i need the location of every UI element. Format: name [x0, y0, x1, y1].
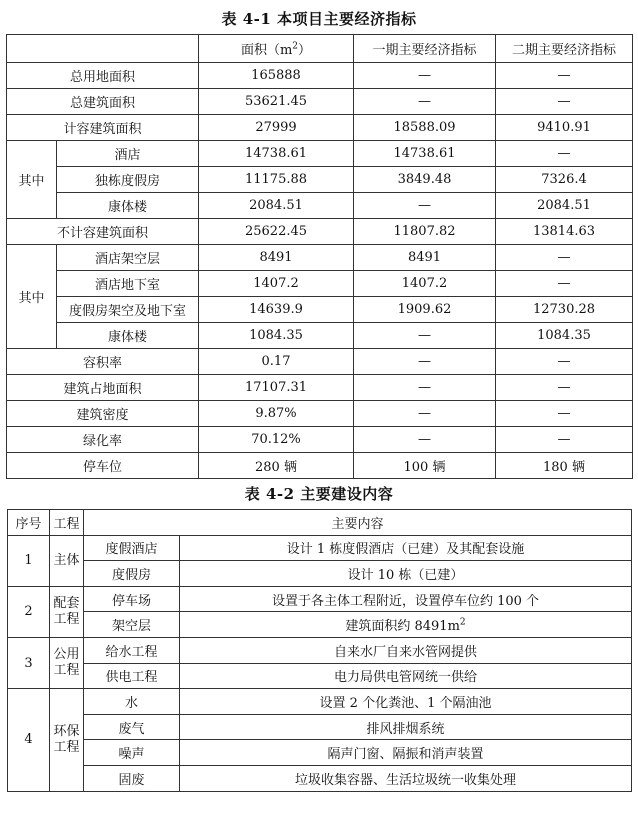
table-row — [7, 167, 633, 193]
table2-caption: 表 4-2 主要建设内容 — [244, 485, 394, 503]
row-label: 总用地面积 — [7, 63, 199, 89]
phase2-value: — — [496, 245, 633, 271]
row-label: 建筑密度 — [7, 401, 199, 427]
table-row — [8, 740, 632, 766]
item-content: 设计 1 栋度假酒店（已建）及其配套设施 — [180, 535, 632, 561]
phase1-value: 1909.62 — [354, 297, 496, 323]
item-content: 设计 10 栋（已建） — [180, 561, 632, 587]
seq-cell: 4 — [8, 689, 50, 791]
phase1-value: 3849.48 — [354, 167, 496, 193]
project-cell: 公用工程 — [50, 637, 84, 688]
row-label: 酒店地下室 — [57, 271, 199, 297]
table-row — [7, 115, 633, 141]
item-name: 架空层 — [84, 612, 180, 638]
phase2-value: — — [496, 271, 633, 297]
area-value: 165888 — [199, 63, 354, 89]
area-value: 2084.51 — [199, 193, 354, 219]
table-row — [8, 612, 632, 638]
header-cell-phase2: 二期主要经济指标 — [496, 35, 633, 63]
header-content: 主要内容 — [84, 510, 632, 536]
item-content: 建筑面积约 $8491m^2$ — [180, 612, 632, 638]
table-row — [7, 453, 633, 479]
item-name: 供电工程 — [84, 663, 180, 689]
header-cell-blank — [7, 35, 199, 63]
table-row — [7, 349, 633, 375]
phase1-value: 18588.09 — [354, 115, 496, 141]
item-content: 排风排烟系统 — [180, 714, 632, 740]
row-label: 康体楼 — [57, 193, 199, 219]
row-label: 酒店架空层 — [57, 245, 199, 271]
item-name: 度假房 — [84, 561, 180, 587]
project-cell: 主体 — [50, 535, 84, 586]
group-label: 其中 — [7, 141, 57, 219]
area-value: 25622.45 — [199, 219, 354, 245]
phase2-value: — — [496, 63, 633, 89]
seq-cell: 2 — [8, 586, 50, 637]
row-label: 度假房架空及地下室 — [57, 297, 199, 323]
header-project: 工程 — [50, 510, 84, 536]
phase2-value: — — [496, 141, 633, 167]
phase1-value: 1407.2 — [354, 271, 496, 297]
phase1-value: — — [354, 375, 496, 401]
phase1-value: — — [354, 401, 496, 427]
item-name: 噪声 — [84, 740, 180, 766]
row-label: 容积率 — [7, 349, 199, 375]
area-value: 1084.35 — [199, 323, 354, 349]
item-name: 给水工程 — [84, 637, 180, 663]
phase1-value: 100 辆 — [354, 453, 496, 479]
phase2-value: 12730.28 — [496, 297, 633, 323]
table-row — [7, 141, 633, 167]
item-name: 度假酒店 — [84, 535, 180, 561]
row-label: 建筑占地面积 — [7, 375, 199, 401]
table-row — [8, 637, 632, 663]
table-header-row — [8, 510, 632, 536]
row-label: 酒店 — [57, 141, 199, 167]
item-content: 电力局供电管网统一供给 — [180, 663, 632, 689]
row-label: 独栋度假房 — [57, 167, 199, 193]
table-row — [8, 663, 632, 689]
area-value: 14738.61 — [199, 141, 354, 167]
phase2-value: 2084.51 — [496, 193, 633, 219]
area-value: 8491 — [199, 245, 354, 271]
table-row — [8, 714, 632, 740]
table-row — [8, 535, 632, 561]
item-name: 废气 — [84, 714, 180, 740]
phase2-value: — — [496, 349, 633, 375]
area-value: 53621.45 — [199, 89, 354, 115]
row-label: 不计容建筑面积 — [7, 219, 199, 245]
item-content: 垃圾收集容器、生活垃圾统一收集处理 — [180, 765, 632, 791]
header-seq: 序号 — [8, 510, 50, 536]
item-name: 水 — [84, 689, 180, 715]
header-cell-phase1: 一期主要经济指标 — [354, 35, 496, 63]
table-header-row — [7, 35, 633, 63]
phase1-value: 14738.61 — [354, 141, 496, 167]
phase1-value: 11807.82 — [354, 219, 496, 245]
item-content: 设置于各主体工程附近，设置停车位约 100 个 — [180, 586, 632, 612]
phase2-value: 180 辆 — [496, 453, 633, 479]
table-row — [8, 689, 632, 715]
phase2-value: — — [496, 427, 633, 453]
phase2-value: 1084.35 — [496, 323, 633, 349]
phase1-value: — — [354, 349, 496, 375]
item-content: 自来水厂自来水管网提供 — [180, 637, 632, 663]
row-label: 康体楼 — [57, 323, 199, 349]
item-content: 隔声门窗、隔振和消声装置 — [180, 740, 632, 766]
phase1-value: — — [354, 323, 496, 349]
table1-caption: 表 4-1 本项目主要经济指标 — [221, 10, 417, 28]
phase1-value: — — [354, 193, 496, 219]
phase1-value: — — [354, 89, 496, 115]
table-row — [7, 63, 633, 89]
table-row — [7, 323, 633, 349]
phase2-value: 7326.4 — [496, 167, 633, 193]
table-row — [7, 89, 633, 115]
economic-indicators-table — [6, 34, 633, 479]
table-row — [7, 245, 633, 271]
row-label: 总建筑面积 — [7, 89, 199, 115]
phase2-value: — — [496, 89, 633, 115]
row-label: 绿化率 — [7, 427, 199, 453]
phase2-value: — — [496, 401, 633, 427]
area-value: 11175.88 — [199, 167, 354, 193]
area-value: 1407.2 — [199, 271, 354, 297]
area-value: 0.17 — [199, 349, 354, 375]
phase1-value: 8491 — [354, 245, 496, 271]
phase2-value: — — [496, 375, 633, 401]
phase1-value: — — [354, 63, 496, 89]
table-row — [8, 561, 632, 587]
row-label: 停车位 — [7, 453, 199, 479]
table-row — [7, 193, 633, 219]
seq-cell: 1 — [8, 535, 50, 586]
area-value: 9.87% — [199, 401, 354, 427]
project-cell: 环保工程 — [50, 689, 84, 791]
phase2-value: 9410.91 — [496, 115, 633, 141]
seq-cell: 3 — [8, 637, 50, 688]
table-row — [7, 271, 633, 297]
project-cell: 配套工程 — [50, 586, 84, 637]
phase2-value: 13814.63 — [496, 219, 633, 245]
table-row — [7, 427, 633, 453]
item-content: 设置 2 个化粪池、1 个隔油池 — [180, 689, 632, 715]
item-name: 固废 — [84, 765, 180, 791]
table-row — [7, 375, 633, 401]
table-row — [7, 401, 633, 427]
row-label: 计容建筑面积 — [7, 115, 199, 141]
area-value: 17107.31 — [199, 375, 354, 401]
table-row — [7, 219, 633, 245]
area-value: 70.12% — [199, 427, 354, 453]
area-value: 27999 — [199, 115, 354, 141]
area-value: 280 辆 — [199, 453, 354, 479]
group-label: 其中 — [7, 245, 57, 349]
table-row — [8, 586, 632, 612]
table-row — [8, 765, 632, 791]
area-value: 14639.9 — [199, 297, 354, 323]
item-name: 停车场 — [84, 586, 180, 612]
construction-content-table — [7, 509, 632, 792]
table-row — [7, 297, 633, 323]
header-cell-area: 面积$(m^2)$ — [199, 35, 354, 63]
phase1-value: — — [354, 427, 496, 453]
